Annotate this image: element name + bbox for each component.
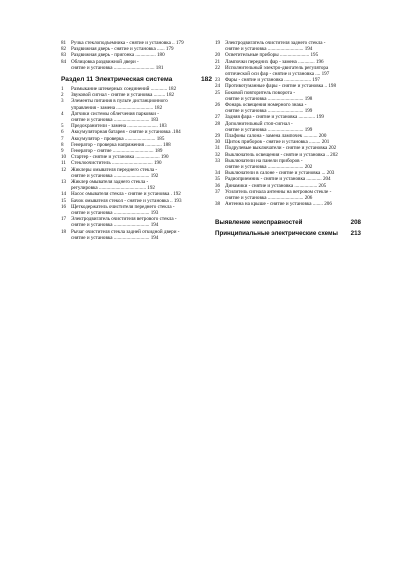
- toc-entry-number: 1: [61, 86, 64, 93]
- toc-entry-text: Жиклеры омывателя переднего стекла -: [71, 166, 158, 173]
- toc-entry-text: Генератор - снятие ................................ 189: [71, 148, 163, 155]
- toc-entry[interactable]: [215, 189, 361, 201]
- toc-entry[interactable]: [61, 98, 212, 110]
- toc-entry-number: 12: [61, 166, 67, 173]
- toc-entry[interactable]: [215, 90, 361, 102]
- toc-entry-text: Лампочки передних фар - замена ............. 196: [225, 58, 324, 65]
- toc-entry-text: снятие и установка ............................ 199: [225, 108, 313, 115]
- toc-entry-number: 19: [215, 40, 221, 46]
- toc-entry-text: Размыкание штекерных соединений ............. 182: [71, 86, 177, 93]
- toc-entry-number: 20: [215, 52, 221, 59]
- toc-entry[interactable]: [61, 167, 212, 179]
- toc-entry[interactable]: [215, 102, 361, 114]
- toc-entry[interactable]: [61, 179, 212, 191]
- toc-entry-number: 7: [61, 135, 64, 142]
- toc-entry[interactable]: [215, 201, 361, 207]
- toc-entry-text: Подрулевые выключатели - снятие и установка 202: [225, 145, 337, 152]
- toc-entry-text: Аккумуляторная батарея - снятие и установка .184: [71, 129, 181, 136]
- toc-column-right: [215, 40, 361, 238]
- toc-entry-text: Фонарь освещения номерного знака -: [225, 102, 307, 109]
- toc-entry-text: Выключатели на панели приборов -: [225, 157, 303, 164]
- toc-entry-text: Облицовка раздвижной двери -: [71, 58, 139, 65]
- toc-entry[interactable]: [215, 40, 361, 52]
- toc-entry-text: снятие и установка ............................ 206: [225, 195, 313, 202]
- toc-entry-text: Жиклер омывателя заднего стекла -: [71, 179, 149, 186]
- toc-entry-text: Насос омывателя стекла - снятие и установка . 192: [71, 191, 181, 198]
- toc-entry-text: Щиток приборов - снятие и установка ......... 201: [225, 139, 330, 146]
- toc-entry-number: 23: [215, 77, 221, 84]
- toc-entry-number: 37: [215, 188, 221, 195]
- toc-entry-number: 25: [215, 89, 221, 96]
- toc-entry-number: 83: [61, 52, 67, 59]
- toc-entry-number: 21: [215, 58, 221, 65]
- toc-entry[interactable]: [61, 204, 212, 216]
- toc-entry-number: 16: [61, 203, 67, 210]
- toc-list-electrical-left: [61, 86, 212, 241]
- toc-entry-text: Усилитель сигнала антенны на ветровом стекле -: [225, 188, 332, 195]
- toc-entry-text: Исполнительный электро-двигатель регулятора: [225, 64, 329, 71]
- toc-entry[interactable]: [61, 59, 212, 71]
- toc-entry-number: 84: [61, 58, 67, 65]
- toc-entry-number: 10: [61, 154, 67, 161]
- toc-entry-number: 28: [215, 120, 221, 127]
- toc-entry-text: снятие и установка ............................ 194: [71, 222, 159, 229]
- toc-entry-text: Щеткодержатель очистителя переднего стекла -: [71, 203, 175, 210]
- toc-entry-number: 36: [215, 182, 221, 189]
- toc-entry-text: оптической оси фар - снятие и установка .... 197: [225, 71, 330, 78]
- toc-entry-number: 9: [61, 148, 64, 155]
- section-heading[interactable]: [61, 76, 212, 84]
- toc-entry[interactable]: [215, 121, 361, 133]
- toc-entry-text: Осветительные приборы ....................... 195: [225, 52, 319, 59]
- fault-finding-title: Выявление неисправностей: [215, 219, 303, 227]
- toc-entry-text: снятие и установка ............................ 193: [71, 210, 159, 217]
- toc-entry-text: Боковой повторитель поворота -: [225, 89, 296, 96]
- toc-entry-line: [215, 201, 361, 207]
- section-title: Раздел 11 Электрическая система: [61, 76, 173, 84]
- wiring-diagrams-page: 213: [350, 230, 361, 238]
- toc-entry-text: снятие и установка ............................ 194: [225, 46, 313, 53]
- toc-entry-text: Аккумулятор - проверка ........................ 185: [71, 135, 165, 142]
- wiring-diagrams-title: Принципиальные электрические схемы: [215, 230, 338, 238]
- toc-entry-text: Датчики системы облегчения парковки -: [71, 110, 159, 117]
- toc-entry-text: Раздвижная дверь - снятие и установка ...... 179: [71, 46, 174, 53]
- toc-entry-number: 81: [61, 40, 67, 46]
- toc-entry-text: Предохранители - замена ........................ 183: [71, 123, 167, 130]
- toc-entry-text: Динамики - снятие и установка .................. 205: [225, 182, 327, 189]
- toc-entry-text: Дополнительный стоп-сигнал -: [225, 120, 293, 127]
- toc-entry-text: снятие и установка ............................ 192: [71, 172, 159, 179]
- toc-entry-number: 3: [61, 98, 64, 105]
- toc-entry-number: 38: [215, 201, 221, 208]
- toc-entry-text: Радиоприемник - снятие и установка ............ 204: [225, 176, 331, 183]
- toc-entry[interactable]: [61, 229, 212, 241]
- toc-entry-number: 5: [61, 123, 64, 130]
- toc-entry-number: 34: [215, 170, 221, 177]
- toc-entry-text: Противотуманные фары - снятие и установка .. 198: [225, 83, 337, 90]
- toc-entry-number: 18: [61, 228, 67, 235]
- toc-list-body-section: [61, 40, 212, 71]
- toc-column-left: [61, 40, 212, 241]
- toc-entry-text: Плафоны салона - замена лампочек ........... 200: [225, 133, 327, 140]
- toc-entry-text: снятие и установка ............................ 194: [71, 234, 159, 241]
- toc-entry-number: 8: [61, 141, 64, 148]
- toc-entry-number: 14: [61, 191, 67, 198]
- toc-entry-number: 4: [61, 110, 64, 117]
- toc-entry-text: снятие и установка ............................ 198: [225, 95, 313, 102]
- toc-entry-text: Выключатели в салоне - снятие и установка ... 203: [225, 170, 335, 177]
- toc-entry-text: регулировка ..................................... 192: [71, 185, 155, 192]
- toc-entry[interactable]: [61, 216, 212, 228]
- toc-entry[interactable]: [215, 65, 361, 77]
- toc-entry-text: Электродвигатель очистителя ветрового стекла -: [71, 216, 177, 223]
- toc-entry-text: Фары - снятие и установка ..................... 197: [225, 77, 320, 84]
- section-page: 182: [200, 76, 212, 84]
- fault-finding-heading[interactable]: [215, 219, 361, 227]
- toc-entry[interactable]: [61, 111, 212, 123]
- wiring-diagrams-heading[interactable]: [215, 230, 361, 238]
- toc-entry-number: 2: [61, 92, 64, 99]
- toc-entry-text: снятие и установка ............................ 202: [225, 164, 313, 171]
- toc-entry-text: Рычаг очистителя стекла задней откидной двери -: [71, 228, 180, 235]
- toc-entry-number: 17: [61, 216, 67, 223]
- toc-entry-text: Звуковой сигнал - снятие и установка ......... 182: [71, 92, 175, 99]
- toc-entry-number: 15: [61, 197, 67, 204]
- toc-entry-number: 13: [61, 179, 67, 186]
- toc-entry-number: 31: [215, 145, 221, 152]
- toc-entry-text: Электродвигатель очистителя заднего стекла -: [225, 40, 326, 46]
- toc-entry-line: [61, 235, 212, 241]
- toc-entry-number: 29: [215, 133, 221, 140]
- toc-entry-text: снятие и установка ............................ 199: [225, 126, 313, 133]
- toc-entry-number: 26: [215, 102, 221, 109]
- toc-entry-number: 30: [215, 139, 221, 146]
- toc-entry-text: управления - замена ............................. 182: [71, 104, 163, 111]
- toc-entry-number: 27: [215, 114, 221, 121]
- toc-entry-text: Выключатель освещения - снятие и установка .. 202: [225, 151, 338, 158]
- toc-entry-text: Стеклоочиститель ................................ 190: [71, 160, 162, 167]
- toc-entry-text: Генератор - проверка напряжения ............. 188: [71, 141, 171, 148]
- toc-entry-text: снятие и установка ................................ 181: [71, 64, 164, 71]
- toc-entry-number: 11: [61, 160, 66, 167]
- toc-entry-text: Стартер - снятие и установка ................... 190: [71, 154, 169, 161]
- toc-entry-line: [61, 65, 212, 71]
- toc-entry-number: 33: [215, 157, 221, 164]
- toc-entry-number: 24: [215, 83, 221, 90]
- toc-entry-number: 35: [215, 176, 221, 183]
- toc-entry[interactable]: [215, 158, 361, 170]
- toc-entry-text: Элементы питания в пульте дистанционного: [71, 98, 168, 105]
- toc-entry-text: снятие и установка ............................ 183: [71, 117, 159, 124]
- toc-entry-number: 32: [215, 151, 221, 158]
- toc-entry-text: Антенна на крыше - снятие и установка ........ 206: [225, 201, 332, 208]
- toc-entry-number: 6: [61, 129, 64, 136]
- toc-list-electrical-right: [215, 40, 361, 207]
- toc-entry-text: Раздвижная дверь - пригонка ................ 180: [71, 52, 165, 59]
- toc-entry-number: 82: [61, 46, 67, 53]
- toc-entry-number: 22: [215, 64, 221, 71]
- toc-entry-text: Ручка стеклоподъемника - снятие и установка .. 179: [71, 40, 184, 46]
- fault-finding-page: 208: [350, 219, 361, 227]
- toc-entry-text: Бачок омывателя стекол - снятие и установка .. 193: [71, 197, 182, 204]
- toc-entry-text: Задняя фара - снятие и установка ............. 199: [225, 114, 324, 121]
